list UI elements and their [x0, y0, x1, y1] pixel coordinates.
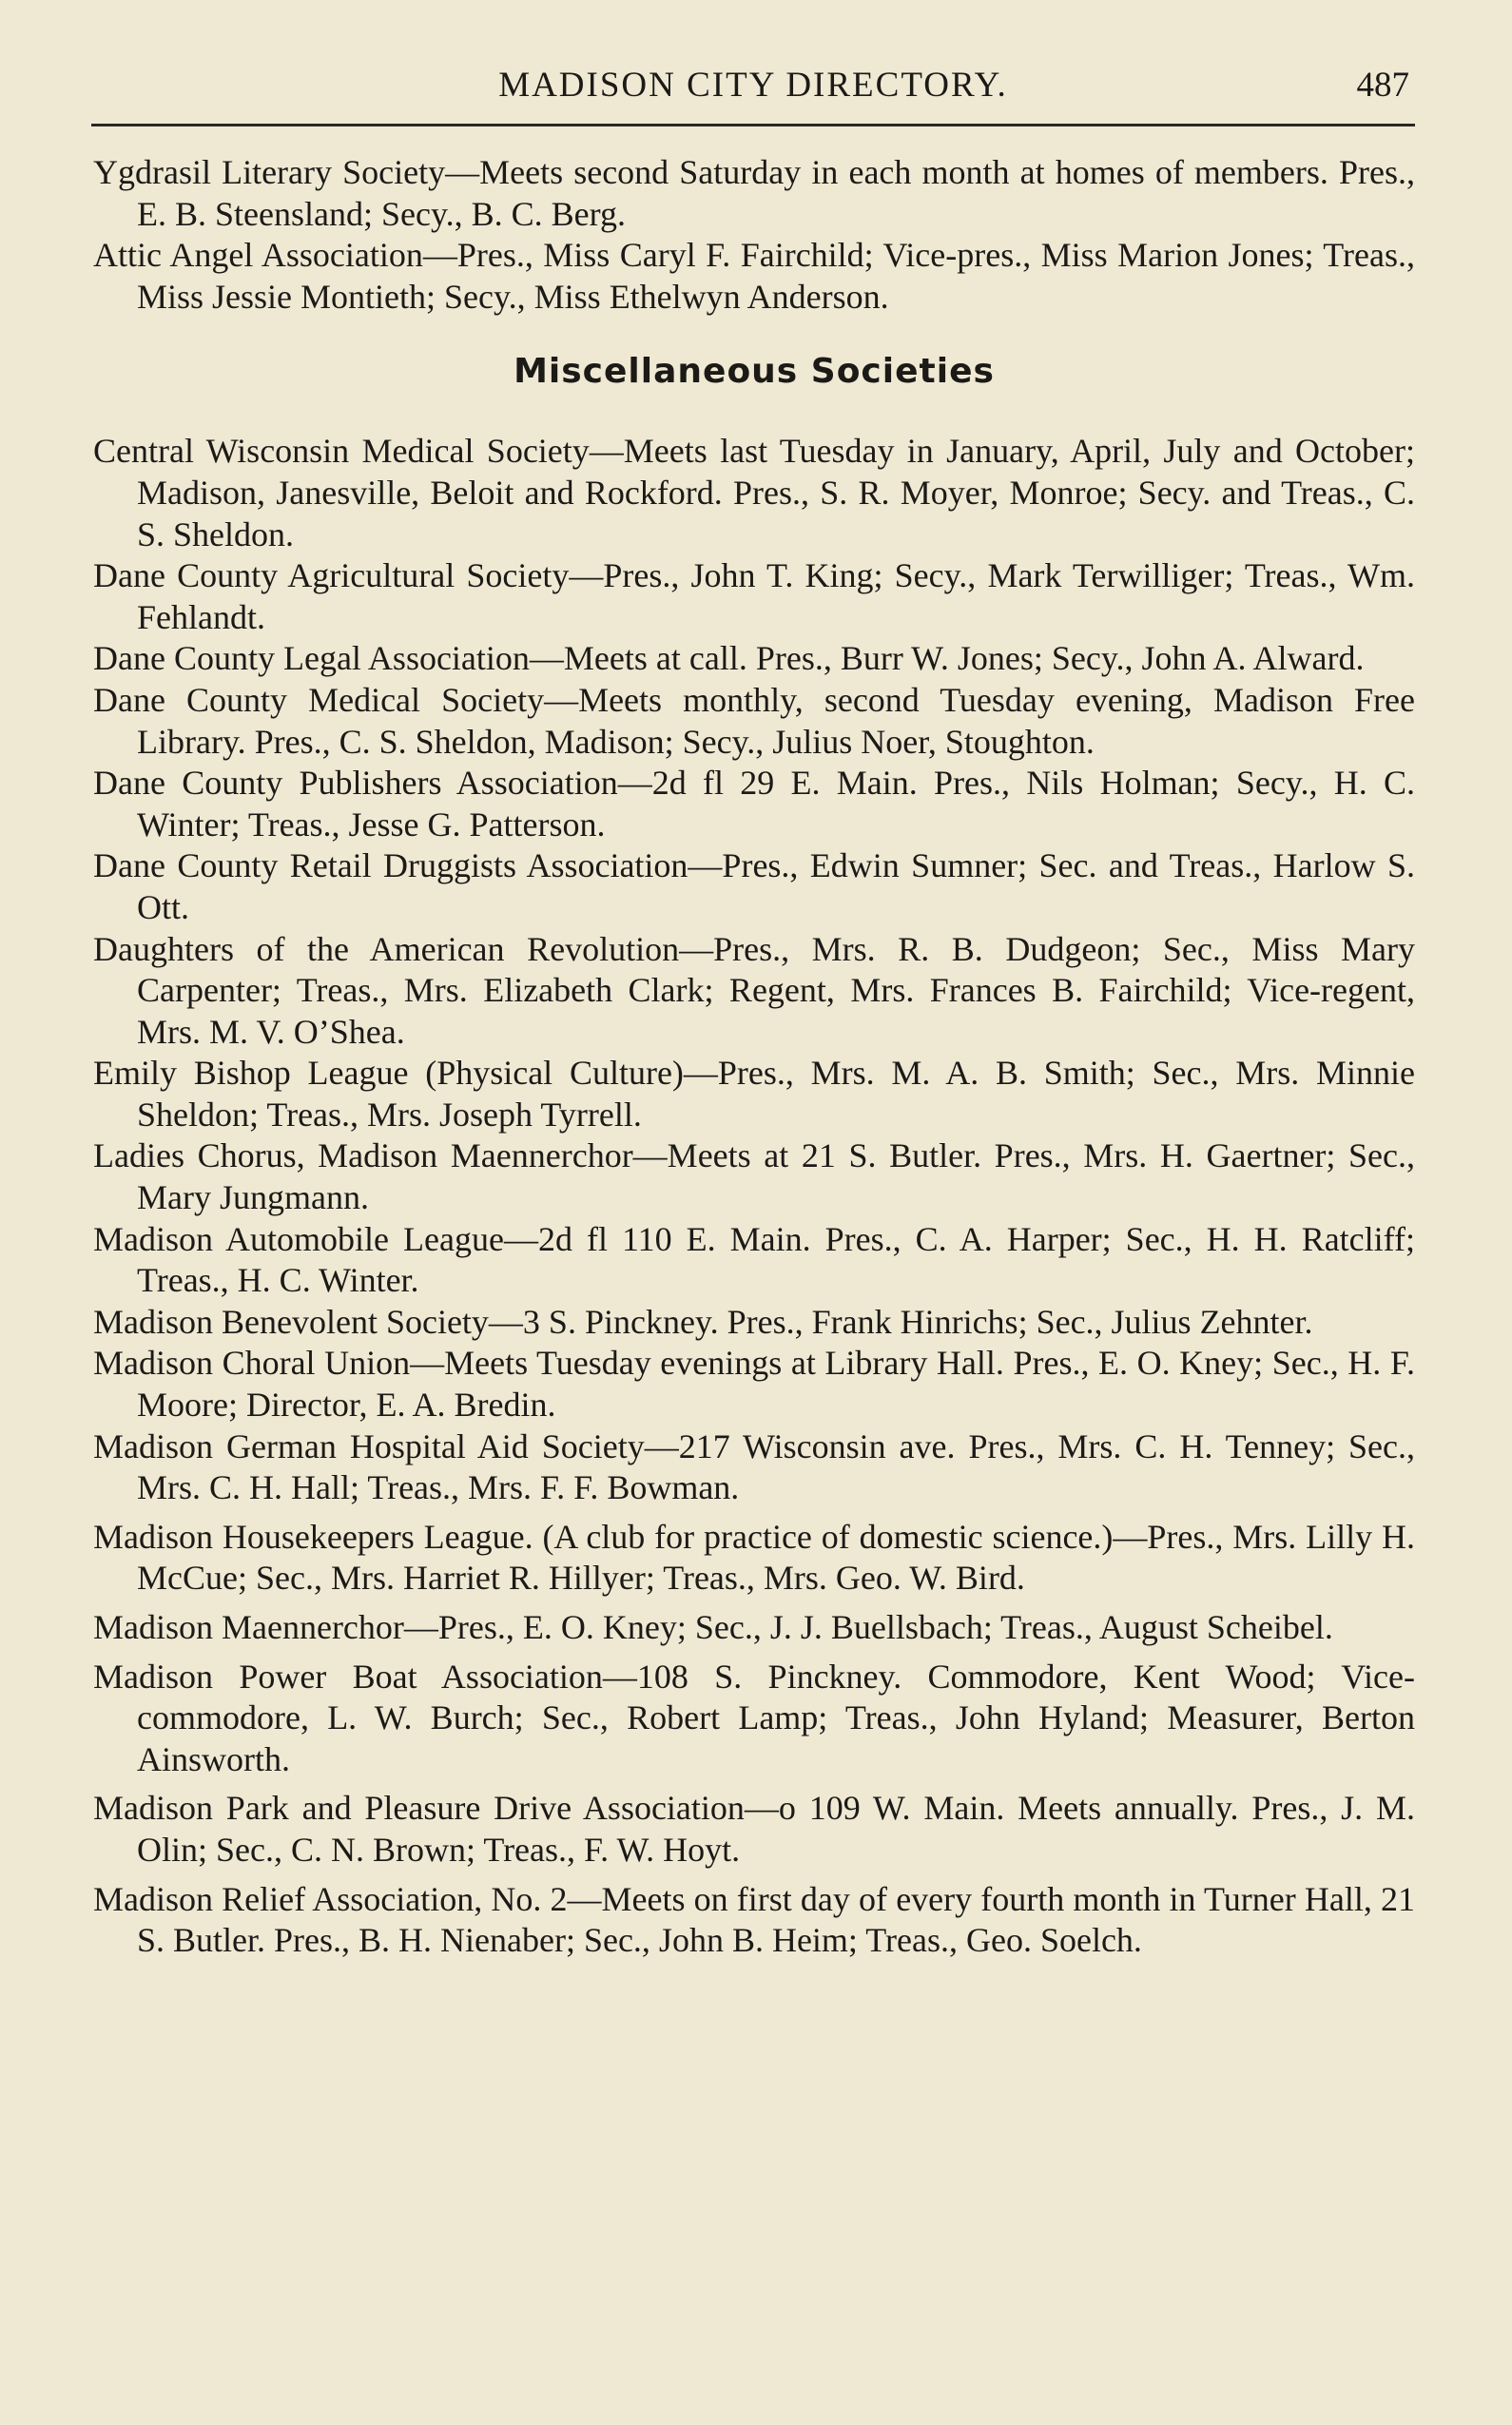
- directory-entry: Madison German Hospital Aid Society—217 Wisconsin ave. Pres., Mrs. C. H. Tenney; Sec., Mrs. C. H. Hall; Treas., Mrs. F. F. Bowman.: [93, 1426, 1415, 1507]
- directory-entry: Madison Automobile League—2d fl 110 E. Main. Pres., C. A. Harper; Sec., H. H. Ratcliff; Treas., H. C. Winter.: [93, 1219, 1415, 1300]
- section-heading: Miscellaneous Societies: [514, 352, 995, 392]
- directory-entry: Dane County Legal Association—Meets at call. Pres., Burr W. Jones; Secy., John A. Alward.: [93, 639, 1365, 678]
- directory-entry: Madison Maennerchor—Pres., E. O. Kney; Sec., J. J. Buellsbach; Treas., August Scheibel.: [93, 1608, 1333, 1646]
- directory-entry: Ygdrasil Literary Society—Meets second Saturday in each month at homes of members. Pres., E. B. Steensland; Secy., B. C. Berg.: [93, 153, 1415, 233]
- directory-entry: Ladies Chorus, Madison Maennerchor—Meets at 21 S. Butler. Pres., Mrs. H. Gaertner; Sec., Mary Jungmann.: [93, 1136, 1415, 1217]
- directory-entry: Central Wisconsin Medical Society—Meets last Tuesday in January, April, July and October; Madison, Janesville, Beloit and Rockford. Pres., S. R. Moyer, Monroe; Secy. and Treas., C. S. Sheldon.: [93, 432, 1415, 553]
- page-number: 487: [1356, 66, 1409, 105]
- directory-entry: Emily Bishop League (Physical Culture)—Pres., Mrs. M. A. B. Smith; Sec., Mrs. Minnie Sheldon; Treas., Mrs. Joseph Tyrrell.: [93, 1054, 1415, 1134]
- header-rule: [91, 124, 1415, 126]
- directory-entry: Dane County Agricultural Society—Pres., John T. King; Secy., Mark Terwilliger; Treas., Wm. Fehlandt.: [93, 556, 1415, 636]
- directory-entry: Attic Angel Association—Pres., Miss Caryl F. Fairchild; Vice-pres., Miss Marion Jones; Treas., Miss Jessie Montieth; Secy., Miss Ethelwyn Anderson.: [93, 236, 1415, 316]
- directory-entry: Dane County Retail Druggists Association—Pres., Edwin Sumner; Sec. and Treas., Harlow S. Ott.: [93, 846, 1415, 926]
- running-title: MADISON CITY DIRECTORY.: [498, 66, 1008, 105]
- page-content: [93, 152, 1415, 1962]
- directory-entry: Dane County Publishers Association—2d fl 29 E. Main. Pres., Nils Holman; Secy., H. C. Winter; Treas., Jesse G. Patterson.: [93, 764, 1415, 844]
- directory-entry: Dane County Medical Society—Meets monthly, second Tuesday evening, Madison Free Library. Pres., C. S. Sheldon, Madison; Secy., Julius Noer, Stoughton.: [93, 680, 1415, 761]
- directory-entry: Madison Power Boat Association—108 S. Pinckney. Commodore, Kent Wood; Vice-commodore, L. W. Burch; Sec., Robert Lamp; Treas., John Hyland; Measurer, Berton Ainsworth.: [93, 1657, 1415, 1778]
- directory-entry: Madison Housekeepers League. (A club for practice of domestic science.)—Pres., Mrs. Lilly H. McCue; Sec., Mrs. Harriet R. Hillyer; Treas., Mrs. Geo. W. Bird.: [93, 1517, 1415, 1598]
- directory-entry: Daughters of the American Revolution—Pres., Mrs. R. B. Dudgeon; Sec., Miss Mary Carpenter; Treas., Mrs. Elizabeth Clark; Regent, Mrs. Frances B. Fairchild; Vice-regent, Mrs. M. V. O’Shea.: [93, 929, 1415, 1051]
- directory-entry: Madison Choral Union—Meets Tuesday evenings at Library Hall. Pres., E. O. Kney; Sec., H. F. Moore; Director, E. A. Bredin.: [93, 1344, 1415, 1425]
- page-header: [91, 59, 1415, 112]
- directory-entry: Madison Park and Pleasure Drive Association—o 109 W. Main. Meets annually. Pres., J. M. Olin; Sec., C. N. Brown; Treas., F. W. Hoyt.: [93, 1789, 1415, 1869]
- directory-entry: Madison Benevolent Society—3 S. Pinckney. Pres., Frank Hinrichs; Sec., Julius Zehnter.: [93, 1302, 1313, 1341]
- directory-entry: Madison Relief Association, No. 2—Meets on first day of every fourth month in Turner Hall, 21 S. Butler. Pres., B. H. Nienaber; Sec., John B. Heim; Treas., Geo. Soelch.: [93, 1879, 1415, 1960]
